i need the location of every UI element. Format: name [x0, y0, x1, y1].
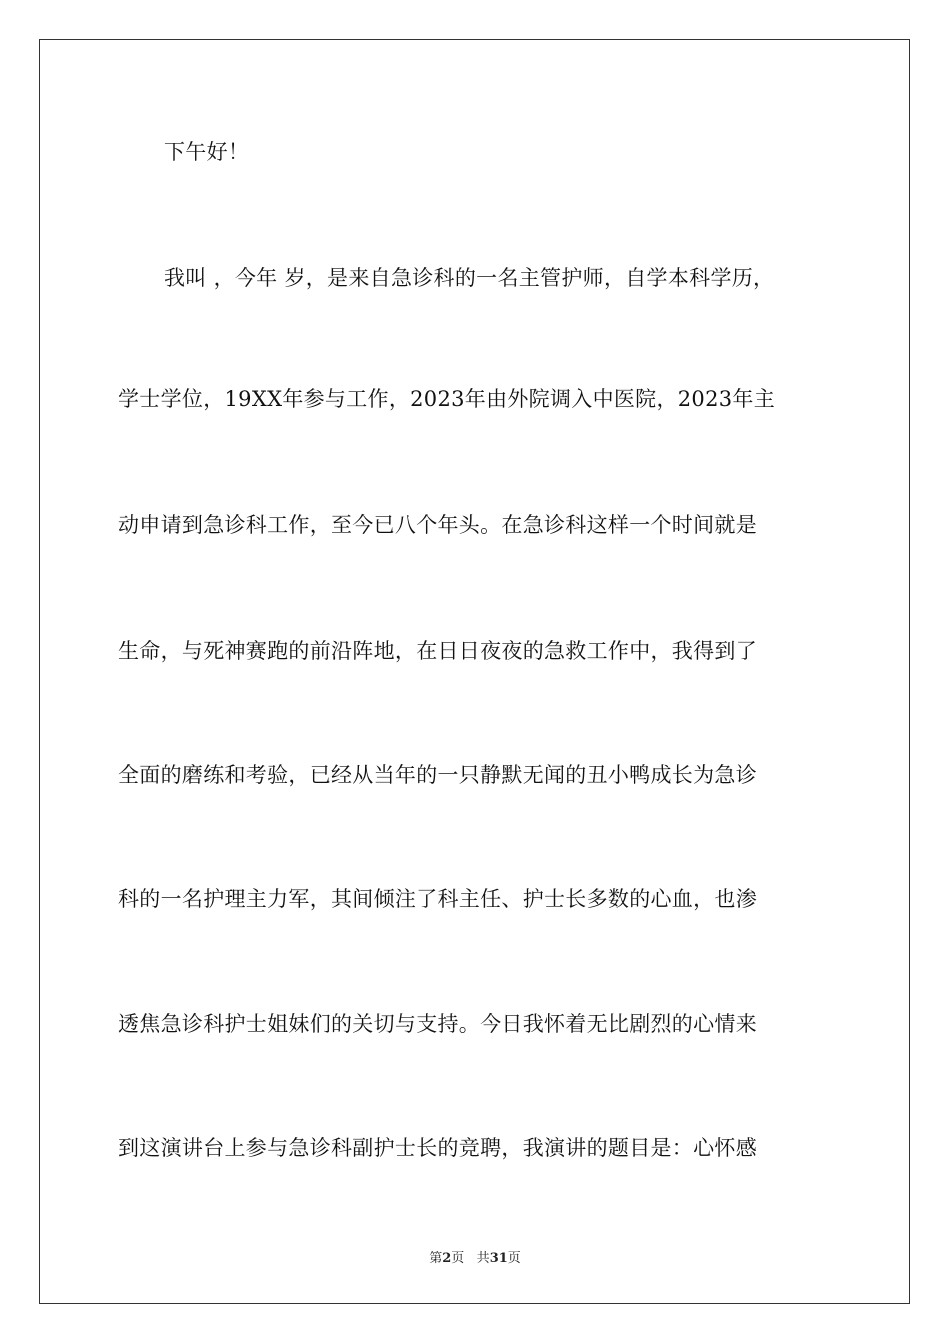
text-line-7: 透焦急诊科护士姐妹们的关切与支持。今日我怀着无比剧烈的心情来 — [118, 1012, 757, 1036]
page-border — [39, 39, 910, 1304]
text-line-1: 我叫 ，今年 岁，是来自急诊科的一名主管护师，自学本科学历， — [164, 266, 775, 290]
text-line-5: 全面的磨练和考验，已经从当年的一只静默无闻的丑小鸭成长为急诊 — [118, 763, 757, 787]
text-line-6: 科的一名护理主力军，其间倾注了科主任、护士长多数的心血，也渗 — [118, 887, 757, 911]
footer-page-suffix: 页 — [451, 1251, 465, 1266]
footer-total-suffix: 页 — [507, 1251, 521, 1266]
text-line-greeting: 下午好！ — [164, 140, 250, 164]
text-line-3: 动申请到急诊科工作，至今已八个年头。在急诊科这样一个时间就是 — [118, 513, 757, 537]
footer-page-number: 2 — [442, 1251, 452, 1266]
footer-total-prefix: 共 — [476, 1251, 490, 1266]
text-line-4: 生命，与死神赛跑的前沿阵地，在日日夜夜的急救工作中，我得到了 — [118, 639, 757, 663]
page-footer — [0, 1247, 950, 1266]
text-line-2: 学士学位，19XX年参与工作，2023年由外院调入中医院，2023年主 — [118, 387, 776, 411]
footer-total-pages: 31 — [489, 1251, 508, 1266]
text-line-8: 到这演讲台上参与急诊科副护士长的竞聘，我演讲的题目是：心怀感 — [118, 1136, 757, 1160]
footer-page-prefix: 第 — [429, 1251, 443, 1266]
